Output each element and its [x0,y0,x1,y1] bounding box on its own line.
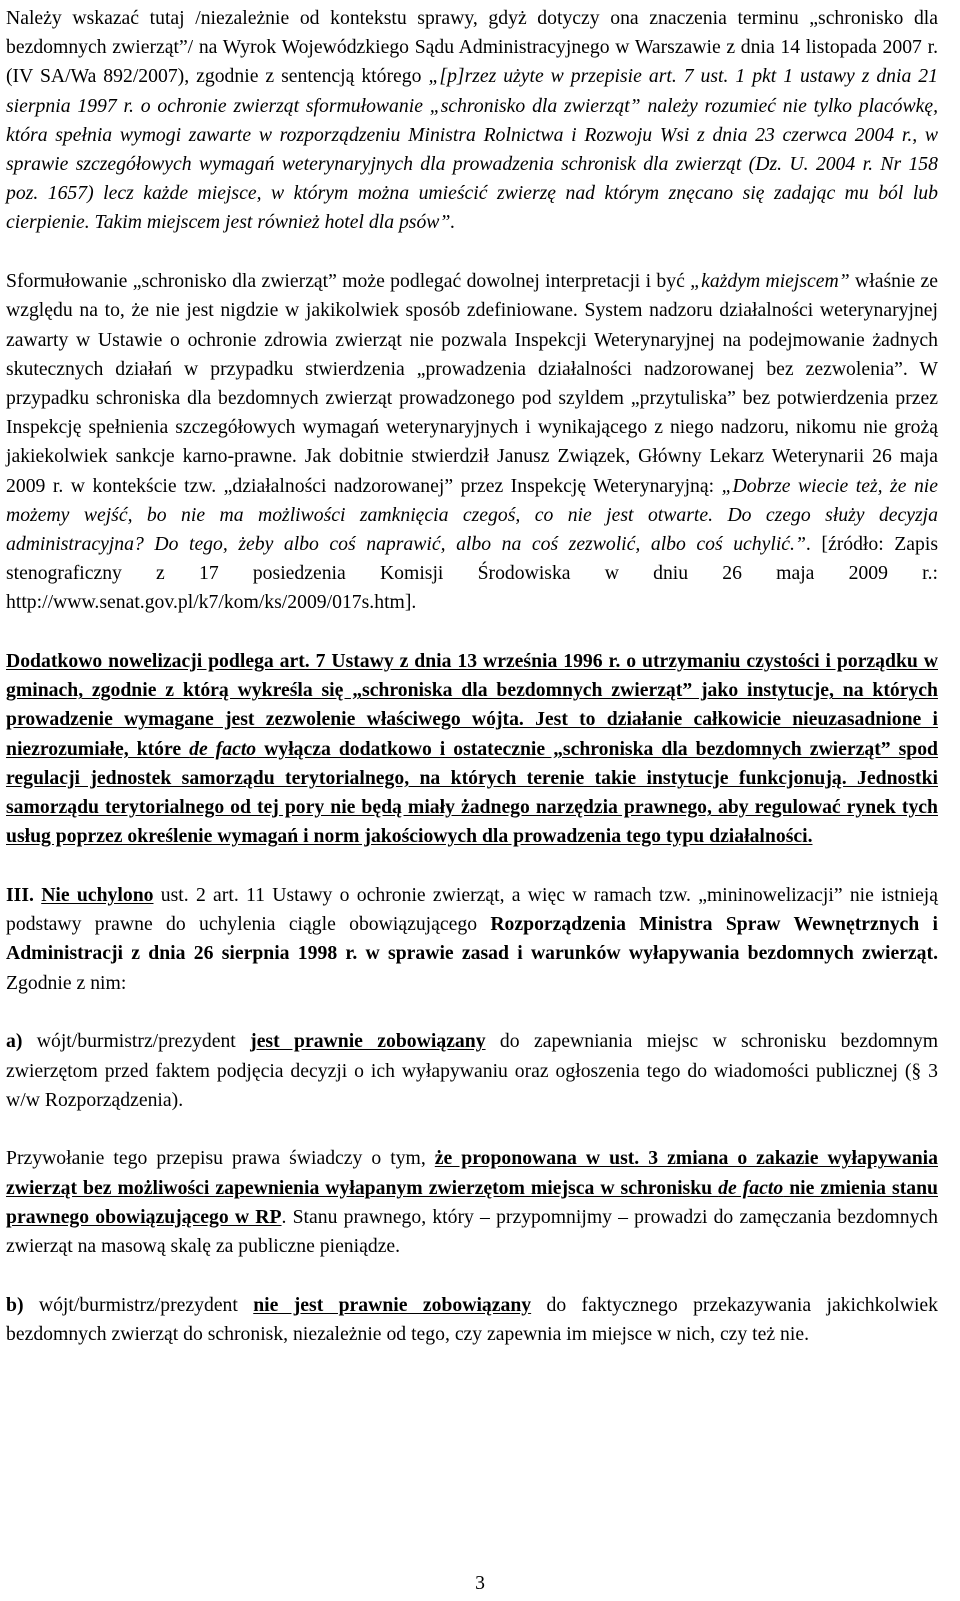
text-run: wójt/burmistrz/prezydent [23,1293,254,1316]
section-number: III. [6,883,34,906]
text-run: Należy wskazać tutaj /niezależnie od kontekstu sprawy, gdyż dotyczy ona znaczenia terminu „schronisko dla bezdomnych zwierząt”/ na Wyrok Wojewódzkiego Sądu Administracyjnego w Warszawie z dnia 14 listopada 2007 r. (IV SA/Wa 892/2007), zgodnie z sentencją którego [6,7,938,88]
text-run: Zgodnie z nim: [6,971,127,994]
quote-italic: „Dobrze wiecie też, że nie możemy wejść, bo nie ma możliwości zamknięcia czegoś, co nie jest otwarte. Do czego służy decyzja administracyjna? Do tego, żeby albo coś naprawić, albo na coś zezwolić, albo coś uchylić.” [6,474,938,555]
bold-underlined-text: nie zmienia stanu prawnego obowiązującego w RP [6,1176,938,1228]
text-run: wójt/burmistrz/prezydent [22,1030,251,1053]
emphasis-italic: „każdym miejscem” [690,270,850,293]
bold-underlined-text: Dodatkowo nowelizacji podlega art. 7 Ustawy z dnia 13 września 1996 r. o utrzymaniu czystości i porządku w gminach, zgodnie z którą wykreśla się „schroniska dla bezdomnych zwierząt” jako instytucje, na których prowadzenie wymagane jest zezwolenie właściwego wójta. Jest to działanie całkowicie nieuzasadnione i niezrozumiałe, które [6,650,938,760]
paragraph-amendment-art7 [6,647,938,851]
paragraph-wsa-judgment [6,4,938,238]
text-run: ust. 2 art. 11 Ustawy o ochronie zwierząt, a więc w ramach tzw. „mininowelizacji” nie istnieją podstawy prawne do uchylenia ciągle obowiązującego [6,883,939,936]
text-run: Sformułowanie „schronisko dla zwierząt” może podlegać dowolnej interpretacji i być [6,270,691,293]
text-run: właśnie ze względu na to, że nie jest nigdzie w jakikolwiek sposób zdefiniowane. System nadzoru działalności weterynaryjnej zawarty w Ustawie o ochronie zdrowia zwierząt nie pozwala Inspekcji Weterynaryjnej na podejmowanie żadnych skutecznych działań w przypadku stwierdzenia „prowadzenia działalności nadzorowanej bez zezwolenia”. W przypadku schroniska dla bezdomnych zwierząt prowadzonego pod szyldem „przytuliska” bez potwierdzenia przez Inspekcję spełnienia szczegółowych wymagań weterynaryjnych i wynikającego z niego nadzoru, nikomu nie grożą jakiekolwiek sankcje karno-prawne. Jak dobitnie stwierdził Janusz Związek, Główny Lekarz Weterynarii 26 maja 2009 r. w kontekście tzw. „działalności nadzorowanej” przez Inspekcję Weterynaryjną: [6,270,938,497]
bold-underlined-text: że proponowana w ust. 3 zmiana o zakazie wyłapywania zwierząt bez możliwości zapewnienia wyłapanym zwierzętom miejsca w schronisku [6,1147,938,1199]
document-page [6,4,938,1349]
bold-underlined-text: wyłącza dodatkowo i ostatecznie „schroniska dla bezdomnych zwierząt” spod regulacji jednostek samorządu terytorialnego, na których terenie takie instytucje funkcjonują. Jednostki samorządu terytorialnego od tej pory nie będą miały żadnego narzędzia prawnego, aby regulować rynek tych usług poprzez określenie wymagań i norm jakościowych dla prowadzenia tego typu działalności. [6,737,938,848]
text-run: Przywołanie tego przepisu prawa świadczy o tym, [6,1147,435,1170]
paragraph-legal-state [6,1144,938,1261]
paragraph-point-a [6,1027,938,1115]
text-run: . Stanu prawnego, który – przypomnijmy – prowadzi do zamęczania bezdomnych zwierząt na masową skalę za publiczne pieniądze. [6,1205,938,1258]
point-label: b) [6,1293,24,1316]
regulation-title: Rozporządzenia Ministra Spraw Wewnętrznych i Administracji z dnia 26 sierpnia 1998 r. w sprawie zasad i warunków wyłapywania bezdomnych zwierząt. [6,913,938,965]
paragraph-shelter-definition [6,267,938,617]
not-repealed-label: Nie uchylono [41,883,154,906]
text-run: do zapewniania miejsc w schronisku bezdomnym zwierzętom przed faktem podjęcia decyzji o ich wyłapywaniu oraz ogłoszenia tego do wiadomości publicznej (§ 3 w/w Rozporządzenia). [6,1030,939,1111]
obligation-emphasis: jest prawnie zobowiązany [250,1030,486,1053]
no-obligation-emphasis: nie jest prawnie zobowiązany [253,1293,532,1316]
point-label: a) [6,1030,23,1053]
source-citation: . [źródło: Zapis stenograficzny z 17 posiedzenia Komisji Środowiska w dniu 26 maja 2009 r.: http://www.senat.gov.pl/k7/kom/ks/2009/017s.htm]. [6,532,939,614]
paragraph-point-b [6,1291,938,1349]
de-facto-italic: de facto [718,1176,784,1199]
quote-italic: „[p]rzez użyte w przepisie art. 7 ust. 1 pkt 1 ustawy z dnia 21 sierpnia 1997 r. o ochronie zwierząt sformułowanie „schronisko dla zwierząt” należy rozumieć nie tylko placówkę, która spełnia wymogi zawarte w rozporządzeniu Ministra Rolnictwa i Rozwoju Wsi z dnia 23 czerwca 2004 r., w sprawie szczegółowych wymagań weterynaryjnych dla prowadzenia schronisk dla zwierząt (Dz. U. 2004 r. Nr 158 poz. 1657) lecz każde miejsce, w którym można umieścić zwierzę nad którym znęcano się zadając mu ból lub cierpienie. Takim miejscem jest również hotel dla psów”. [6,65,938,234]
text-run: do faktycznego przekazywania jakichkolwiek bezdomnych zwierząt do schronisk, niezależnie od tego, czy zapewnia im miejsce w nich, czy też nie. [6,1293,939,1345]
de-facto-italic: de facto [189,737,257,760]
page-number: 3 [475,1572,485,1594]
paragraph-section-iii [6,881,938,998]
